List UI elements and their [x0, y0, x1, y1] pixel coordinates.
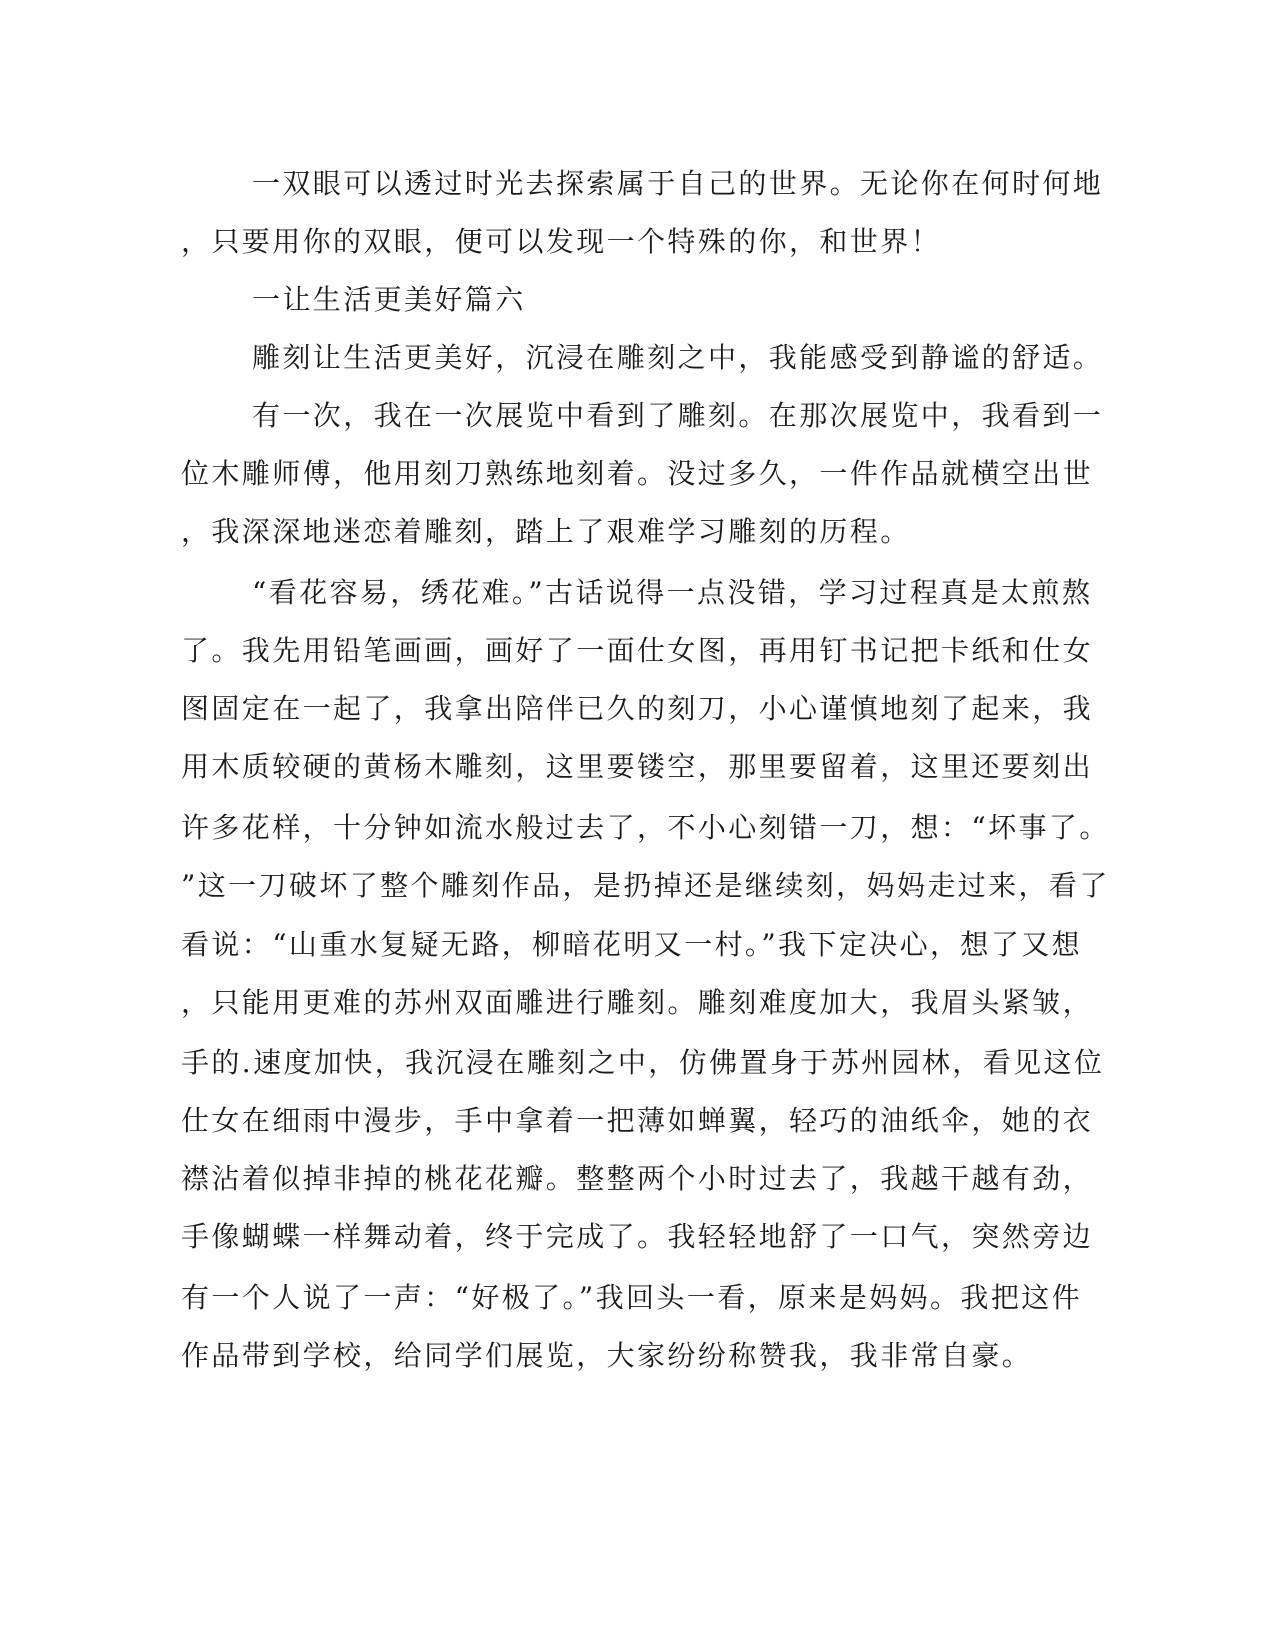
paragraph-line: “看花容易，绣花难。”古话说得一点没错，学习过程真是太煎熬 — [252, 576, 1093, 609]
paragraph-line: 作品带到学校，给同学们展览，大家纷纷称赞我，我非常自豪。 — [181, 1339, 1033, 1372]
paragraph-line: 手的.速度加快，我沉浸在雕刻之中，仿佛置身于苏州园林，看见这位 — [181, 1046, 1105, 1079]
paragraph-line: 雕刻让生活更美好，沉浸在雕刻之中，我能感受到静谧的舒适。 — [252, 341, 1104, 374]
paragraph-line: 手像蝴蝶一样舞动着，终于完成了。我轻轻地舒了一口气，突然旁边 — [181, 1220, 1094, 1253]
paragraph-line: 许多花样，十分钟如流水般过去了，不小心刻错一刀，想：“坏事了。 — [181, 811, 1110, 844]
paragraph-line: ”这一刀破坏了整个雕刻作品，是扔掉还是继续刻，妈妈走过来，看了 — [181, 869, 1110, 902]
paragraph-line: ，只能用更难的苏州双面雕进行雕刻。雕刻难度加大，我眉头紧皱， — [181, 986, 1094, 1019]
paragraph-line: 仕女在细雨中漫步，手中拿着一把薄如蝉翼，轻巧的油纸伞，她的衣 — [181, 1104, 1094, 1137]
paragraph-line: 有一个人说了一声：“好极了。”我回头一看，原来是妈妈。我把这件 — [181, 1281, 1083, 1314]
paragraph-line: 位木雕师傅，他用刻刀熟练地刻着。没过多久，一件作品就横空出世 — [181, 457, 1094, 490]
paragraph-line: ，只要用你的双眼，便可以发现一个特殊的你，和世界！ — [181, 225, 942, 258]
section-heading: 一让生活更美好篇六 — [252, 283, 526, 316]
paragraph-line: 一双眼可以透过时光去探索属于自己的世界。无论你在何时何地 — [252, 167, 1104, 200]
paragraph-line: ，我深深地迷恋着雕刻，踏上了艰难学习雕刻的历程。 — [181, 515, 911, 548]
paragraph-line: 看说：“山重水复疑无路，柳暗花明又一村。”我下定决心，想了又想 — [181, 928, 1083, 961]
paragraph-line: 了。我先用铅笔画画，画好了一面仕女图，再用钉书记把卡纸和仕女 — [181, 634, 1094, 667]
paragraph-line: 襟沾着似掉非掉的桃花花瓣。整整两个小时过去了，我越干越有劲， — [181, 1162, 1094, 1195]
paragraph-line: 图固定在一起了，我拿出陪伴已久的刻刀，小心谨慎地刻了起来，我 — [181, 692, 1094, 725]
paragraph-line: 用木质较硬的黄杨木雕刻，这里要镂空，那里要留着，这里还要刻出 — [181, 750, 1094, 783]
paragraph-line: 有一次，我在一次展览中看到了雕刻。在那次展览中，我看到一 — [252, 399, 1104, 432]
